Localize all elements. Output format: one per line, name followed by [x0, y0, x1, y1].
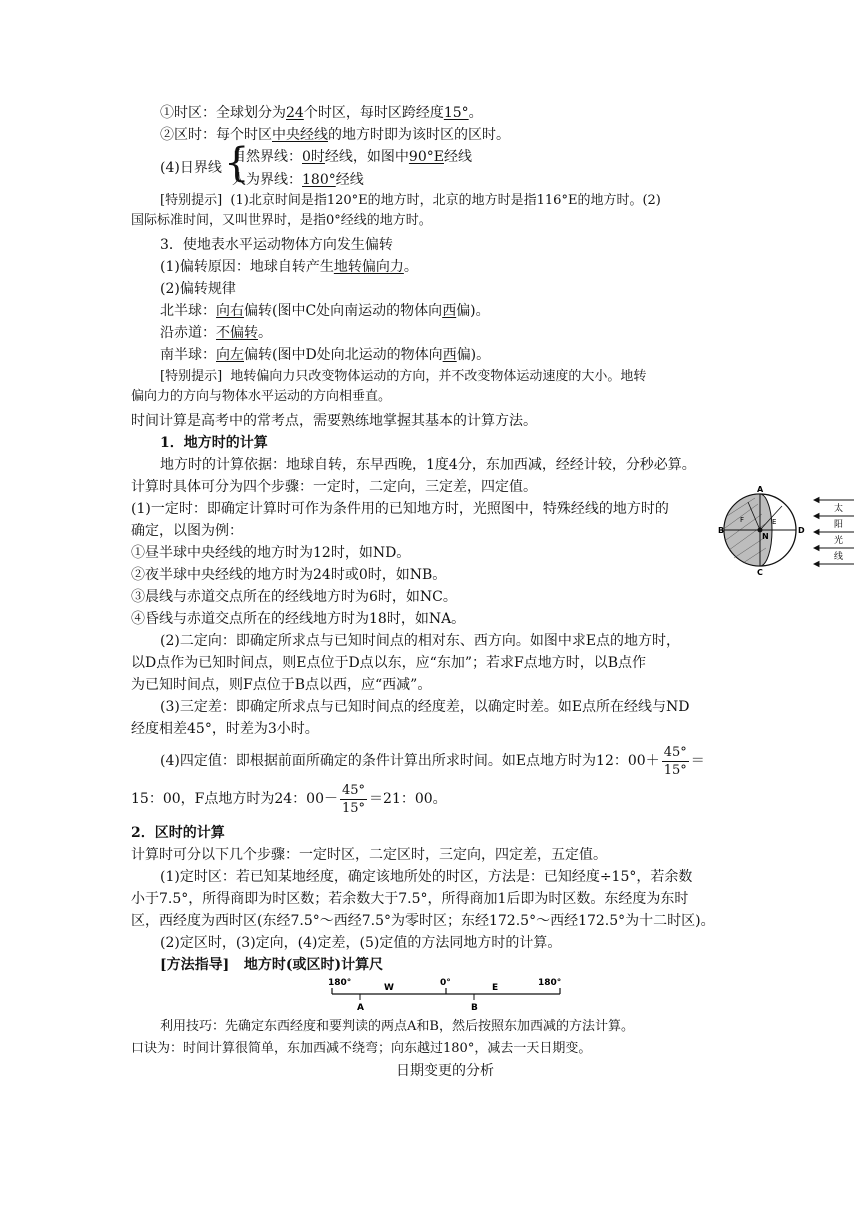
deflection-title: 3．使地表水平运动物体方向发生偏转 [160, 237, 393, 253]
usage-tip: 利用技巧：先确定东西经度和要判读的两点A和B，然后按照东加西减的方法计算。 [160, 1019, 634, 1034]
sunlight-char-2: 阳 [834, 520, 844, 530]
ruler-tick-e: E [492, 983, 499, 993]
zone-fix-cont-1: 小于7.5°，所得商即为时区数；若余数大于7.5°，所得商加1后即为时区数。东经度为东时 [131, 891, 689, 907]
zone-time-steps: 计算时可分以下几个步骤：一定时区，二定区时，三定向，四定差，五定值。 [131, 847, 607, 863]
calc-intro: 时间计算是高考中的常考点，需要熟练地掌握其基本的计算方法。 [131, 413, 537, 429]
zone-time-title: 2．区时的计算 [131, 825, 225, 841]
special-tip-1: [特别提示] (1)北京时间是指120°E的地方时，北京的地方时是指116°E的地方时。(2) [160, 193, 661, 208]
usage-tip-cont: 口诀为：时间计算很简单，东加西减不绕弯；向东越过180°，减去一天日期变。 [131, 1041, 592, 1056]
date-change-heading: 日期变更的分析 [396, 1063, 494, 1079]
globe-label-b: B [718, 526, 725, 535]
time-ruler-diagram [328, 976, 564, 1016]
deflection-equator: 沿赤道：不偏转。 [160, 325, 272, 341]
local-time-title: 1．地方时的计算 [160, 435, 268, 451]
ruler-tick-w: W [384, 983, 394, 993]
local-time-steps: 计算时具体可分为四个步骤：一定时，二定向，三定差，四定值。 [131, 479, 537, 495]
globe-label-d: D [798, 526, 805, 535]
ruler-point-b: B [471, 1003, 478, 1013]
step-difference-cont: 经度相差45°，时差为3小时。 [131, 721, 319, 737]
method-guide: [方法指导] 地方时(或区时)计算尺 [160, 957, 384, 973]
zone-remaining-steps: (2)定区时，(3)定向，(4)定差，(5)定值的方法同地方时的计算。 [160, 935, 562, 951]
globe-label-f: F [740, 516, 745, 524]
sunlight-char-3: 光 [834, 536, 844, 546]
deflection-north: 北半球：向右偏转(图中C处向南运动的物体向西偏)。 [160, 303, 490, 319]
ruler-tick-0: 0° [440, 978, 451, 988]
globe-label-a: A [757, 485, 764, 494]
rule-item-2: ②夜半球中央经线的地方时为24时或0时，如NB。 [131, 567, 447, 583]
special-tip-1-cont: 国际标准时间，又叫世界时，是指0°经线的地方时。 [131, 213, 432, 228]
dateline-label: (4)日界线 [160, 160, 222, 176]
step-direction-cont-2: 为已知时间点，则F点位于B点以西，应“西减”。 [131, 677, 432, 693]
local-time-basis: 地方时的计算依据：地球自转，东早西晚，1度4分，东加西减，经经计较，分秒必算。 [160, 457, 696, 473]
step-direction: (2)二定向：即确定所求点与已知时间点的相对东、西方向。如图中求E点的地方时， [160, 633, 681, 649]
rule-item-4: ④昏线与赤道交点所在的经线地方时为18时，如NA。 [131, 611, 466, 627]
step-value: (4)四定值：即根据前面所确定的条件计算出所求时间。如E点地方时为12：00＋ $\frac{45^\circ}{15^\circ}$ ＝ [160, 744, 705, 778]
sunlight-char-1: 太 [834, 504, 844, 514]
rule-item-3: ③晨线与赤道交点所在的经线地方时为6时，如NC。 [131, 589, 457, 605]
illumination-globe-diagram [718, 484, 856, 576]
special-tip-2: [特别提示] 地转偏向力只改变物体运动的方向，并不改变物体运动速度的大小。地转 [160, 369, 647, 384]
zone-time-line: ②区时：每个时区中央经线的地方时即为该时区的区时。 [160, 127, 510, 143]
sunlight-char-4: 线 [834, 552, 844, 562]
rule-item-1: ①昼半球中央经线的地方时为12时，如ND。 [131, 545, 411, 561]
zone-fix: (1)定时区：若已知某地经度，确定该地所处的时区，方法是：已知经度÷15°，若余数 [160, 869, 693, 885]
step-value-cont: 15：00，F点地方时为24：00－ $\frac{45^\circ}{15^\circ}$ ＝21：00。 [131, 782, 447, 816]
globe-label-e: E [772, 518, 777, 526]
ruler-tick-180-west: 180° [328, 978, 352, 988]
ruler-point-a: A [357, 1003, 364, 1013]
globe-label-n: N [762, 532, 769, 541]
globe-label-c: C [757, 568, 763, 576]
fraction-45-15-b: $\frac{45^\circ}{15^\circ}$ [341, 782, 366, 816]
fraction-45-15: $\frac{45^\circ}{15^\circ}$ [663, 744, 687, 778]
ruler-tick-180-east: 180° [538, 978, 562, 988]
step-fix-time-cont: 确定，以图为例： [131, 523, 243, 539]
zone-fix-cont-2: 区，西经度为西时区(东经7.5°～西经7.5°为零时区；东经172.5°～西经172.5°为十二时区)。 [131, 913, 715, 929]
step-difference: (3)三定差：即确定所求点与已知时间点的经度差，以确定时差。如E点所在经线与ND [160, 699, 690, 715]
dateline-artificial: 人为界线：180°经线 [232, 172, 364, 188]
timezone-line: ①时区：全球划分为24个时区，每时区跨经度15°。 [160, 105, 483, 121]
special-tip-2-cont: 偏向力的方向与物体水平运动的方向相垂直。 [131, 389, 392, 404]
dateline-natural: 自然界线：0时经线，如图中90°E经线 [232, 149, 472, 165]
step-direction-cont-1: 以D点作为已知时间点，则E点位于D点以东，应“东加”；若求F点地方时，以B点作 [131, 655, 646, 671]
step-fix-time: (1)一定时：即确定计算时可作为条件用的已知地方时，光照图中，特殊经线的地方时的 [131, 501, 669, 517]
dateline-brace: { [224, 140, 250, 186]
deflection-cause: (1)偏转原因：地球自转产生地转偏向力。 [160, 259, 418, 275]
deflection-rule: (2)偏转规律 [160, 281, 236, 297]
deflection-south: 南半球：向左偏转(图中D处向北运动的物体向西偏)。 [160, 347, 491, 363]
